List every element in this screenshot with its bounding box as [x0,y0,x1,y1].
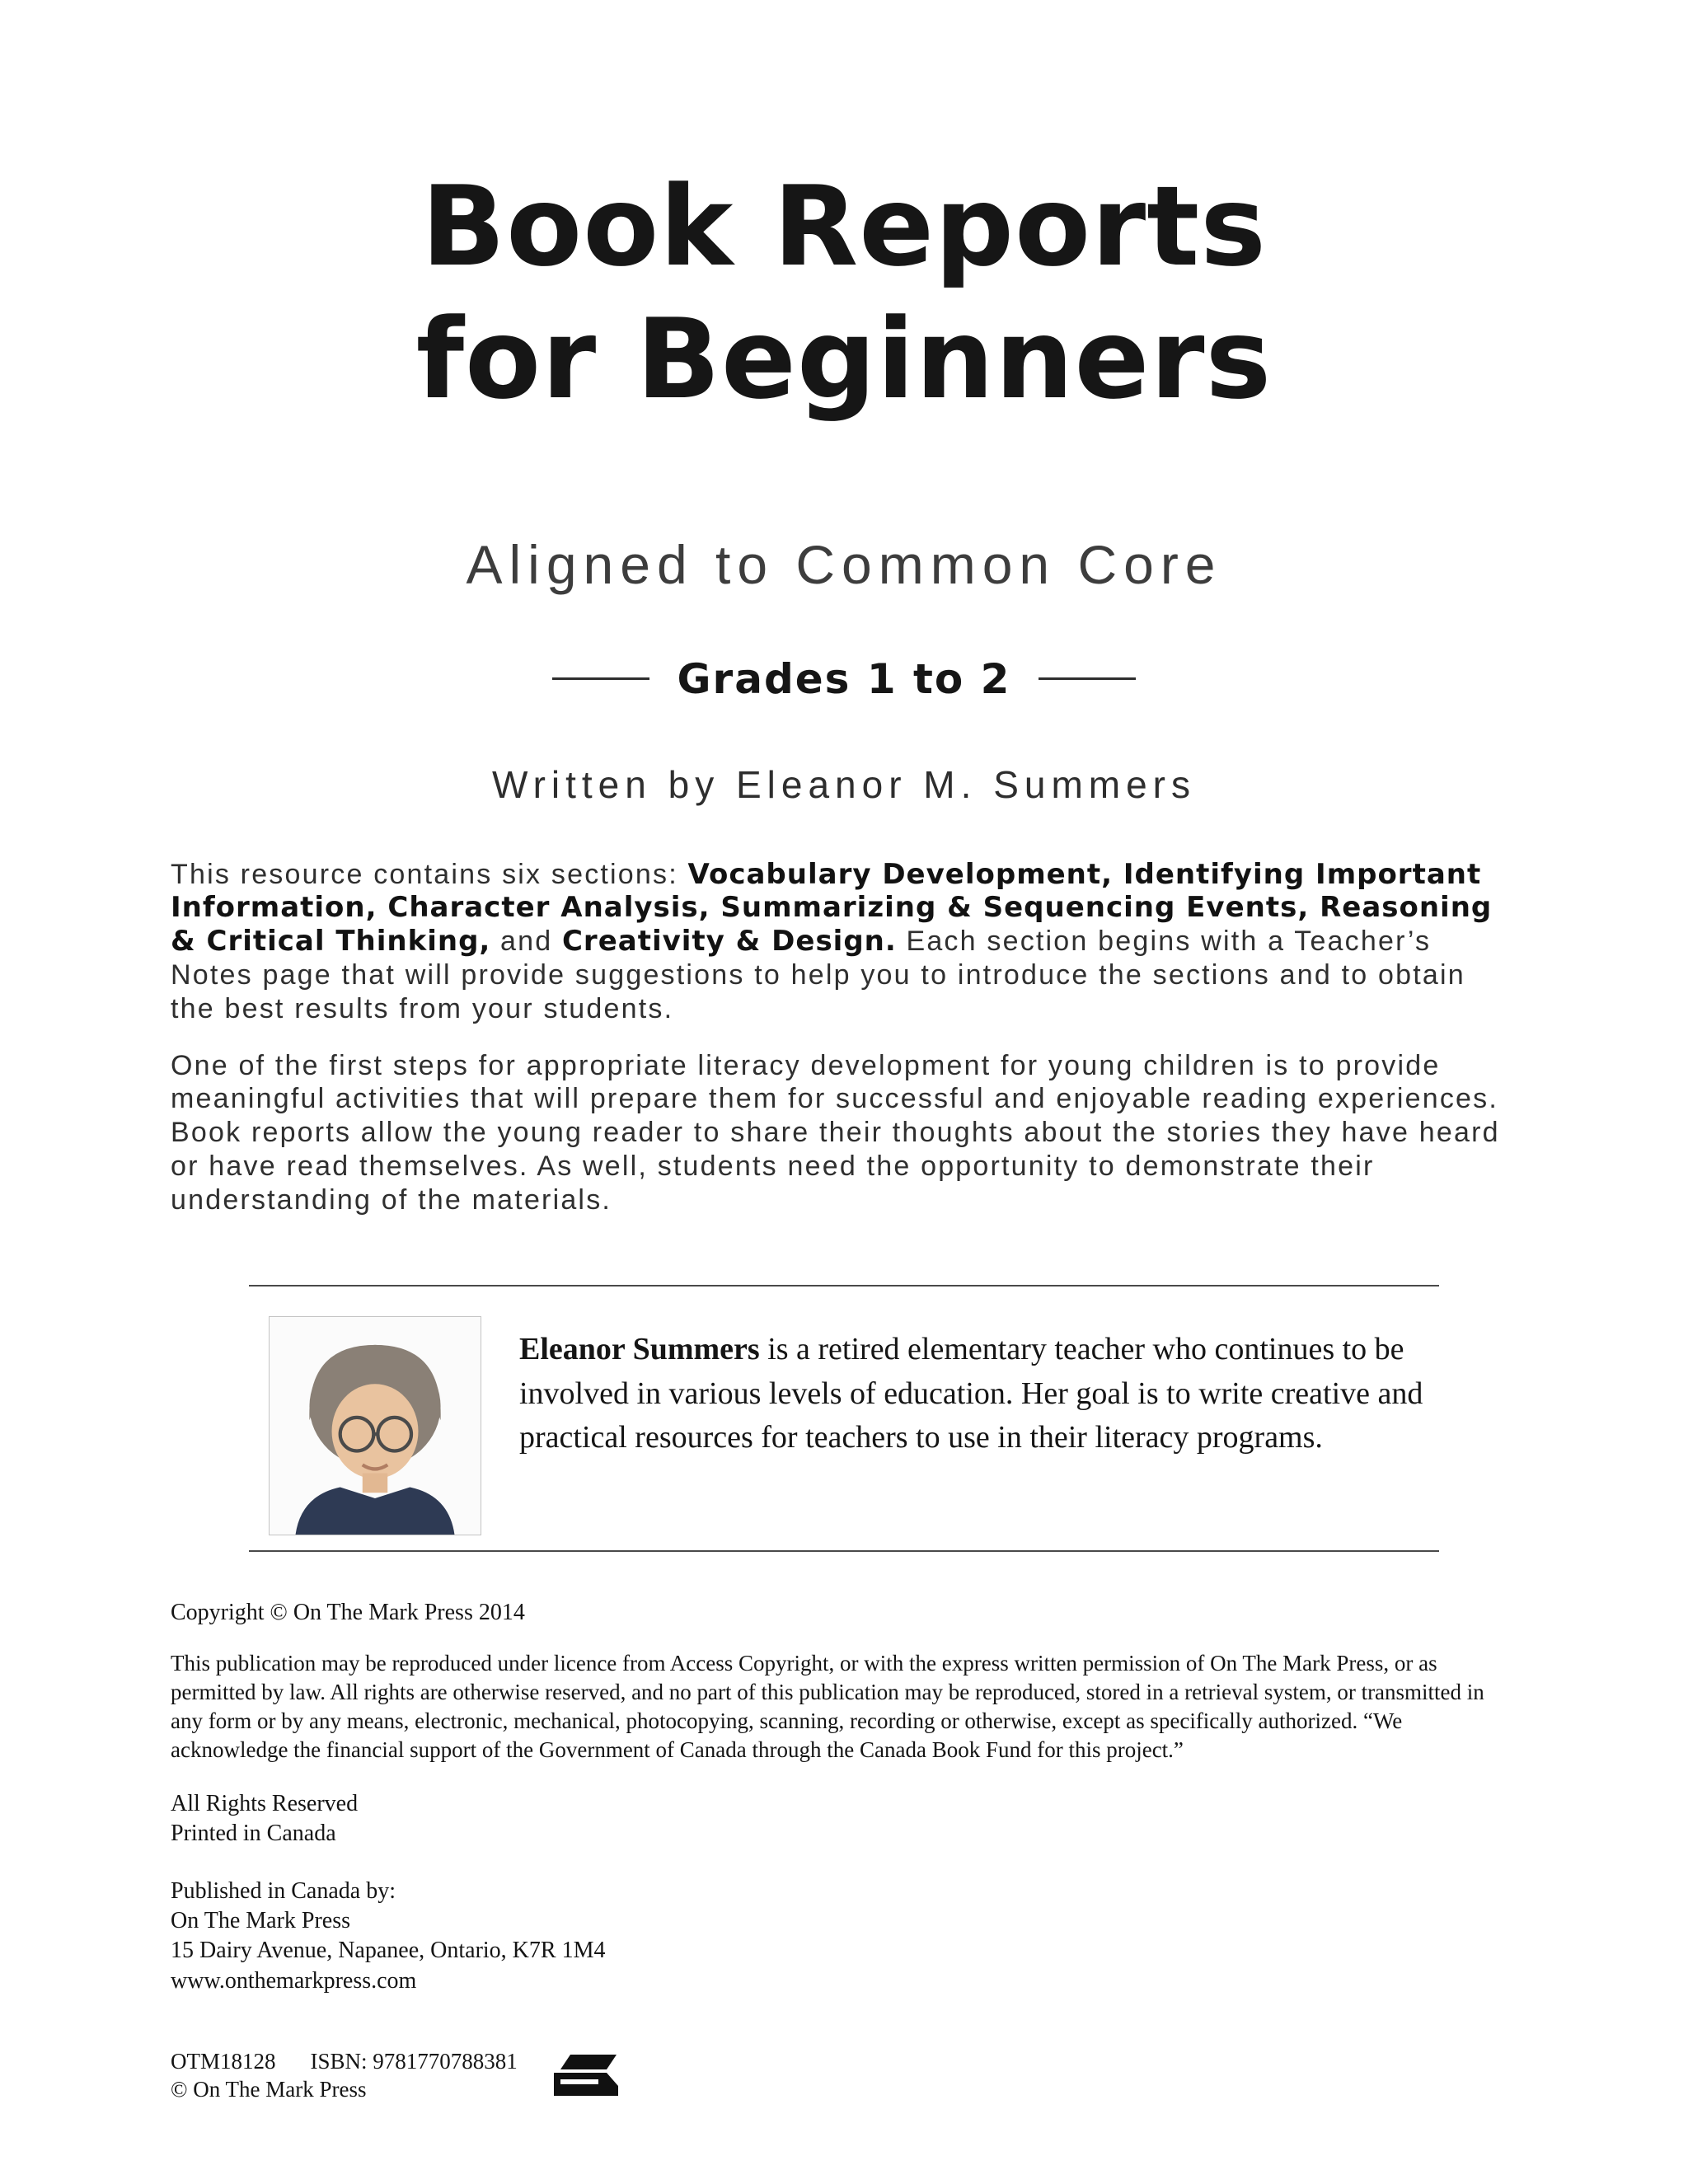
intro-p1-and: and [490,926,562,958]
copyright-block [171,1600,1498,1997]
footer-text [171,2048,518,2104]
byline: Written by Eleanor M. Summers [491,762,1196,806]
intro-p1-bold-design: Creativity & Design. [561,925,897,958]
author-name: Eleanor Summers [519,1331,760,1366]
author-bio-rest: is a retired elementary teacher who continues to be involved in various levels of education. Her goal is to write creative and practical resources for teachers to use in their literacy programs. [519,1331,1423,1455]
intro-p1-bold-sections: Vocabulary Development, Identifying Important Information, Character Analysis, Summarizing & Sequencing Events, Reasoning & Critical Thinking, [171,857,1493,958]
rights-line-2: Printed in Canada [171,1820,336,1846]
grades-rule-left [552,677,649,680]
product-code: OTM18128 [171,2049,276,2074]
publisher-website: www.onthemarkpress.com [171,1967,417,1994]
author-bio-section [249,1285,1439,1552]
intro-p1-rest: Each section begins with a Teacher’s Notes page that will provide suggestions to help you to introduce the sections and to obtain the best results from your students. [171,926,1465,1024]
title-line-2: for Beginners [415,294,1273,424]
title-line-1: Book Reports [421,162,1267,291]
license-text: This publication may be reproduced under licence from Access Copyright, or with the express written permission of On The Mark Press, or as permitted by law. All rights are otherwise reserved, and no part of this publication may be reproduced, stored in a retrieval system, or transmitted in any form or by any means, electronic, mechanical, photocopying, scanning, recording or otherwise, except as specifically authorized. “We acknowledge the financial support of the Government of Canada through the Canada Book Fund for this project.” [171,1650,1484,1762]
grades-row [0,655,1688,703]
footer-ids [171,2048,518,2076]
printer-logo-icon [547,2048,626,2102]
footer-copyright: © On The Mark Press [171,2076,367,2102]
author-photo [269,1316,481,1535]
grades-label: Grades 1 to 2 [677,654,1011,703]
publisher-block [171,1877,1498,1997]
footer [171,2048,626,2104]
publisher-address: 15 Dairy Avenue, Napanee, Ontario, K7R 1M4 [171,1938,606,1964]
intro-p1-prefix: This resource contains six sections: [171,858,688,890]
isbn: ISBN: 9781770788381 [310,2049,518,2074]
subtitle: Aligned to Common Core [466,533,1222,595]
copyright-line: Copyright © On The Mark Press 2014 [171,1599,525,1625]
publisher-name: On The Mark Press [171,1907,351,1933]
intro-section [171,858,1519,1217]
rights-line-1: All Rights Reserved [171,1790,359,1816]
rights-block [171,1789,1498,1849]
intro-paragraph-2: One of the first steps for appropriate literacy development for young children is to provide meaningful activities that will prepare them for successful and enjoyable reading experiences. Book reports allow the young reader to share their thoughts about the stories they have heard or have read themselves. As well, students need the opportunity to demonstrate their understanding of the materials. [171,1049,1500,1216]
page-title [0,0,1688,426]
published-label: Published in Canada by: [171,1877,396,1904]
author-bio-text [519,1328,1426,1461]
grades-rule-right [1039,677,1136,680]
intro-paragraph-1 [171,858,1519,1026]
